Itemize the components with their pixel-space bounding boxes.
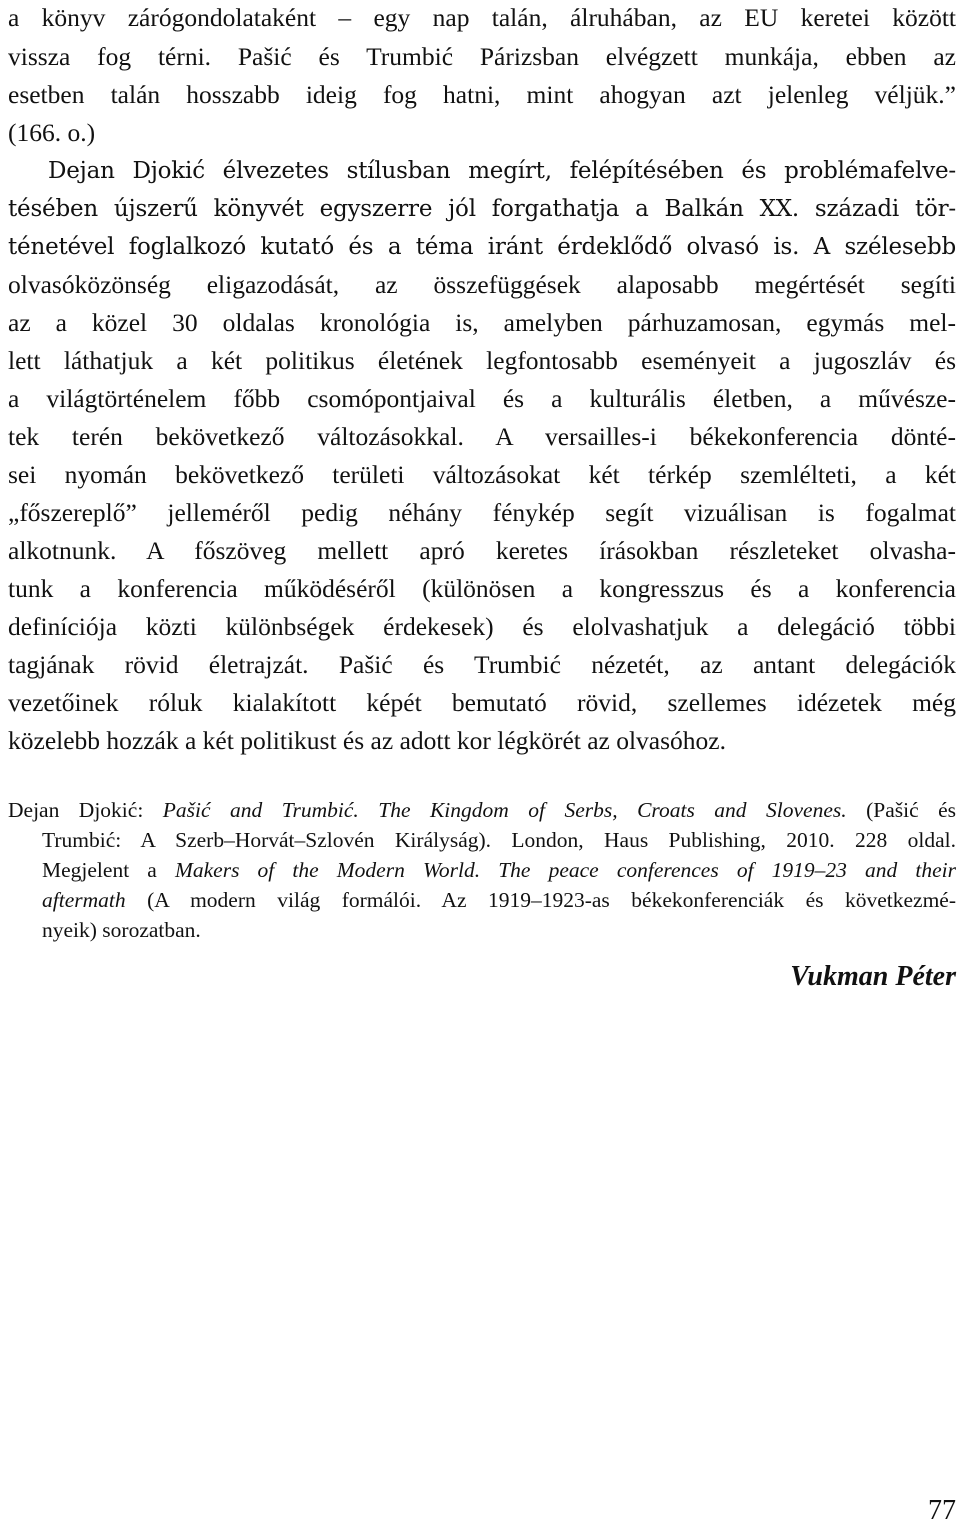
body-line: „főszereplő” jelleméről pedig néhány fénykép segít vizuálisan is fogalmat	[8, 498, 956, 527]
body-line: közelebb hozzák a két politikust és az adott kor légkörét az olvasóhoz.	[8, 726, 726, 755]
reference-text: (Pašić és	[846, 798, 956, 822]
body-line: tagjának rövid életrajzát. Pašić és Trumbić nézetét, az antant delegációk	[8, 650, 956, 679]
body-line: sei nyomán bekövetkező területi változásokat két térkép szemlélteti, a két	[8, 460, 956, 489]
body-line: esetben talán hosszabb ideig fog hatni, mint ahogyan azt jelenleg véljük.”	[8, 80, 956, 109]
reference-series-title: Makers of the Modern World. The peace conferences of 1919–23 and their	[174, 858, 956, 882]
body-line: a könyv zárógondolataként – egy nap talán, álruhában, az EU keretei között	[8, 3, 956, 32]
reference-line	[42, 855, 956, 885]
reference-author: Dejan Djokić:	[8, 798, 163, 822]
review-author: Vukman Péter	[790, 961, 956, 992]
reference-line	[42, 885, 956, 915]
body-line: olvasóközönség eligazodását, az összefüggések alaposabb megértését segíti	[8, 270, 956, 299]
body-line: definíciója közti különbségek érdekesek) és elolvashatjuk a delegáció többi	[8, 612, 956, 641]
body-line: vezetőinek róluk kialakított képét bemutató rövid, szellemes idézetek még	[8, 688, 956, 717]
body-line: (166. o.)	[8, 118, 96, 147]
reference-line: Trumbić: A Szerb–Horvát–Szlovén Királyság). London, Haus Publishing, 2010. 228 oldal.	[42, 828, 956, 852]
body-line: vissza fog térni. Pašić és Trumbić Párizsban elvégzett munkája, ebben az	[8, 42, 956, 71]
reference-line	[8, 795, 956, 825]
body-line: tek terén bekövetkező változásokkal. A versailles-i békekonferencia dönté-	[8, 422, 956, 451]
body-line: a világtörténelem főbb csomópontjaival és a kulturális életben, a művésze-	[8, 384, 956, 413]
reference-book-title: Pašić and Trumbić. The Kingdom of Serbs, Croats and Slovenes.	[162, 798, 847, 822]
body-line: az a közel 30 oldalas kronológia is, amelyben párhuzamosan, egymás mel-	[8, 308, 956, 337]
body-line: ténetével foglalkozó kutató és a téma iránt érdeklődő olvasó is. A szélesebb	[8, 234, 956, 260]
reference-text: (A modern világ formálói. Az 1919–1923-as békekonferenciák és következmé-	[125, 888, 956, 912]
body-line: tunk a konferencia működéséről (különösen a kongresszus és a konferencia	[8, 574, 956, 603]
body-line: alkotnunk. A főszöveg mellett apró keretes írásokban részleteket olvasha-	[8, 536, 956, 565]
body-line: tésében újszerű könyvét egyszerre jól forgathatja a Balkán XX. századi tör-	[8, 196, 956, 222]
body-line: lett láthatjuk a két politikus életének legfontosabb eseményeit a jugoszláv és	[8, 346, 956, 375]
reference-series-title: aftermath	[42, 888, 126, 912]
reference-line: nyeik) sorozatban.	[42, 918, 201, 942]
page-number: 77	[928, 1495, 956, 1526]
body-line: Dejan Djokić élvezetes stílusban megírt, felépítésében és problémafelve-	[48, 158, 956, 184]
reference-text: Megjelent a	[42, 858, 175, 882]
